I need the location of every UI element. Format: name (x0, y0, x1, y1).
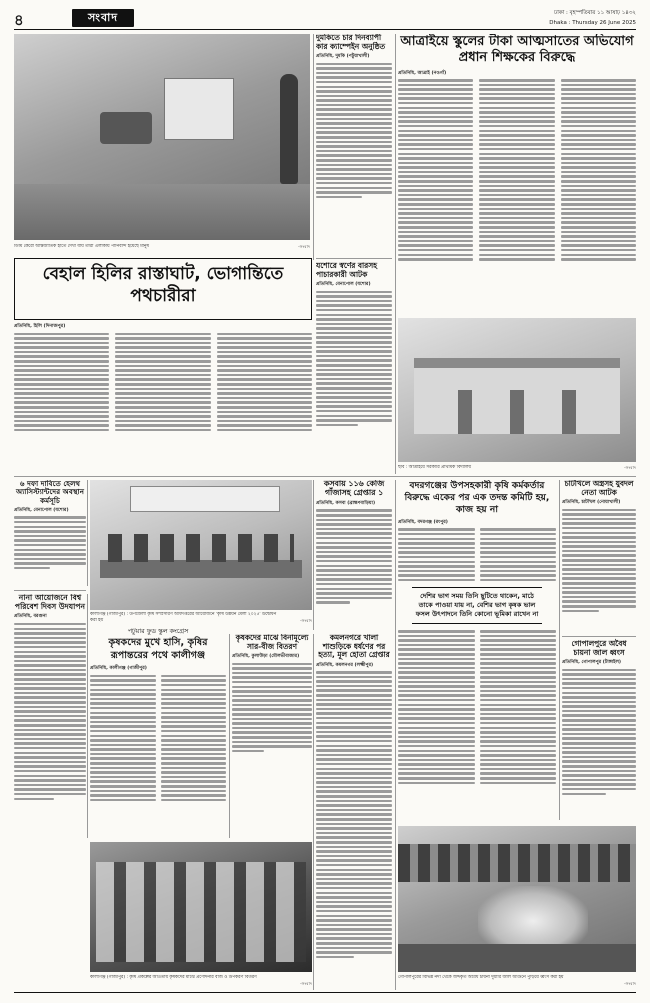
story-gopalpur (562, 636, 636, 820)
story-body (316, 63, 392, 199)
story-byline: প্রতিনিধি, কালীগঞ্জ (গাজীপুর) (90, 666, 147, 672)
column-rule (395, 34, 396, 474)
story-body (562, 669, 636, 796)
column-rule (313, 480, 314, 630)
door-shape (510, 390, 524, 434)
story-youth-arrest (562, 480, 636, 630)
seed-photo-credit: -সংবাদ (300, 981, 312, 986)
issue-date-en: Dhaka : Thursday 26 June 2025 (549, 20, 636, 26)
net-burning-photo (398, 826, 636, 972)
story-jessore (316, 262, 392, 474)
school-photo-credit: -সংবাদ (624, 465, 636, 470)
school-photo (398, 318, 636, 462)
story-headline: বদরগঞ্জের উপসহকারী কৃষি কর্মকর্তার বিরুদ্ধে একের পর এক তদন্ত কমিটি হয়, কাজ হয় না (404, 480, 550, 515)
meeting-photo-credit: -সংবাদ (300, 618, 312, 623)
story-body (232, 663, 312, 753)
story-byline: প্রতিনিধি, বেনাপোল (যশোর) (14, 507, 69, 513)
water-surface (14, 184, 310, 240)
story-headline: কমলনগরে খালা শাশুড়িকে ধর্ষণের পর হত্যা, মূল হোতা গ্রেপ্তার (318, 634, 390, 660)
pullquote-text: দেশির ভাগ সময় তিনি ছুটিতে থাকেন, মাঠে তাকে পাওয়া যায় না, বেশির ভাগ কৃষক ভাল ফসল উৎপাদনে তিনি কোনো ভূমিকা রাখেন না (415, 592, 539, 619)
story-headline: নানা আয়োজনে বিশ্ব পরিবেশ দিবস উদযাপন (14, 594, 86, 611)
truck-shape (164, 78, 234, 140)
story-byline: প্রতিনিধি, বরগুনা (14, 614, 47, 620)
story-byline: প্রতিনিধি, হিলি (দিনাজপুর) (14, 324, 66, 329)
story-body (316, 291, 392, 427)
people-row (96, 862, 306, 962)
ground-shape (398, 944, 636, 972)
story-food-congress (90, 628, 226, 838)
section-rule (316, 258, 392, 259)
story-byline: প্রতিনিধি, গোপালপুর (টাঙ্গাইল) (562, 660, 622, 666)
school-photo-caption: ছবি : আত্রাইয়ে সরকারি প্রাথমিক বিদ্যালয় (398, 465, 471, 470)
story-headline: আত্রাইয়ে স্কুলের টাকা আত্মসাতের অভিযোগ প্রধান শিক্ষকের বিরুদ্ধে (400, 34, 634, 66)
column-rule (313, 634, 314, 990)
story-body (14, 516, 86, 569)
issue-date-bn: ঢাকা : বৃহস্পতিবার ১১ আষাঢ় ১৪৩২ (554, 10, 636, 16)
road-headline-box (14, 258, 312, 320)
person-shape (280, 74, 298, 184)
story-headline: গোপালপুরে অবৈধ চায়না জাল ধ্বংস (571, 639, 627, 657)
story-arrest (316, 480, 392, 630)
story-headline: বেহাল হিলির রাস্তাঘাট, ভোগান্তিতে পথচারীরা (42, 264, 284, 307)
column-rule (395, 480, 396, 990)
car-shape (100, 112, 152, 144)
story-byline: প্রতিনিধি, কুলাউড়া (মৌলভীবাজার) (232, 654, 300, 660)
section-rule (14, 590, 86, 591)
story-agri-officer (398, 480, 556, 820)
masthead (14, 8, 636, 30)
meeting-photo-caption: কালীগঞ্জ (গাজীপুর) : উপজেলা কৃষি সম্প্রসারণ অধিদপ্তরের আয়োজনে 'কৃষি উন্নয়ন মেলা ২০২৫' উদ্বোধন করা হয় (90, 612, 277, 623)
story-body (562, 509, 636, 613)
page-bottom-rule (14, 992, 636, 993)
banner-shape (130, 486, 280, 512)
flood-photo-credit: -সংবাদ (298, 244, 310, 249)
story-headline: কসবায় ১১৬ কেজি গাঁজাসহ গ্রেপ্তার ১ (323, 480, 385, 497)
story-seed (232, 634, 312, 754)
story-murder (316, 634, 392, 990)
story-body (90, 675, 226, 802)
crowd-shape (398, 844, 636, 882)
story-byline: প্রতিনিধি, কসবা (ব্রাহ্মণবাড়িয়া) (316, 500, 376, 506)
story-campaign (316, 34, 392, 260)
door-shape (562, 390, 576, 434)
story-body (316, 671, 392, 958)
story-body (398, 528, 556, 581)
story-school (398, 34, 636, 314)
story-healthworker (14, 480, 86, 586)
story-byline: প্রতিনিধি, দুমকি (পটুয়াখালী) (316, 54, 370, 60)
column-rule (229, 634, 230, 838)
story-byline: প্রতিনিধি, বদরগঞ্জ (রংপুর) (398, 519, 448, 525)
story-byline: প্রতিনিধি, আত্রাই (নওগাঁ) (398, 70, 447, 76)
story-body-continued (398, 630, 556, 784)
net-photo-credit: -সংবাদ (624, 981, 636, 986)
story-headline: কৃষকদের মুখে হাসি, কৃষির রূপান্তরের পথে কালীগঞ্জ (108, 637, 208, 661)
meeting-photo (90, 480, 312, 610)
story-byline: প্রতিনিধি, কমলনগর (লক্ষ্মীপুর) (316, 662, 374, 668)
story-byline: প্রতিনিধি, চাটখিল (নোয়াখালী) (562, 500, 621, 506)
logo-text: সংবাদ (87, 11, 119, 24)
column-rule (87, 480, 88, 586)
story-environment (14, 594, 86, 838)
door-shape (458, 390, 472, 434)
seed-photo-caption: কালীগঞ্জ (গাজীপুর) : কৃষি প্রকল্পের আওতায় কৃষকদের মাঝে প্রণোদনার বীজ ও উপকরণ বিতরণ (90, 975, 257, 980)
table-shape (100, 560, 302, 578)
story-body (14, 623, 86, 800)
flood-photo-caption: ডিমি কেরো আন্তর্জাতিক হাতে দেখা যায় তারা এলাকায় পানিবন্দি হয়েছে মানুষ (14, 244, 149, 249)
story-headline: কৃষকদের মাঝে বিনামূল্যে সার-বীজ বিতরণ (235, 634, 309, 651)
story-headline: ৬ দফা দাবিতে হেলথ অ্যাসিস্ট্যান্টদের অবস্থান কর্মসূচি (15, 480, 85, 505)
page-number: ৪ (14, 11, 24, 29)
column-rule (313, 34, 314, 260)
column-rule (87, 594, 88, 838)
story-road (14, 258, 312, 458)
story-body (316, 509, 392, 603)
flood-photo (14, 34, 310, 240)
story-kicker: পটুয়ার ফুড স্কুল কংগ্রেস (127, 628, 189, 635)
story-headline: দুমকিতে চার দিনব্যাপী কার ক্যাম্পেইন অনুষ্ঠিত (316, 34, 386, 51)
section-rule (14, 476, 636, 477)
people-row (108, 534, 294, 562)
seed-distribution-photo (90, 842, 312, 972)
net-photo-caption: গোপালপুরের বিভিন্ন নদী থেকে জব্দকৃত অবৈধ চায়না দুয়ারি জাল আগুনে পুড়িয়ে ধ্বংস করা হয় (398, 975, 564, 980)
story-headline: চাটখিলে অস্ত্রসহ যুবদল নেতা আটক (564, 480, 634, 497)
pullquote-box (412, 587, 542, 624)
story-headline: যশোরে স্বর্ণের বারসহ পাচারকারী আটক (316, 262, 378, 279)
issue-date (549, 10, 636, 26)
story-body (14, 333, 312, 432)
story-byline: প্রতিনিধি, বেনাপোল (যশোর) (316, 282, 371, 288)
column-rule (559, 480, 560, 820)
newspaper-logo (72, 9, 134, 27)
story-body (398, 79, 636, 261)
